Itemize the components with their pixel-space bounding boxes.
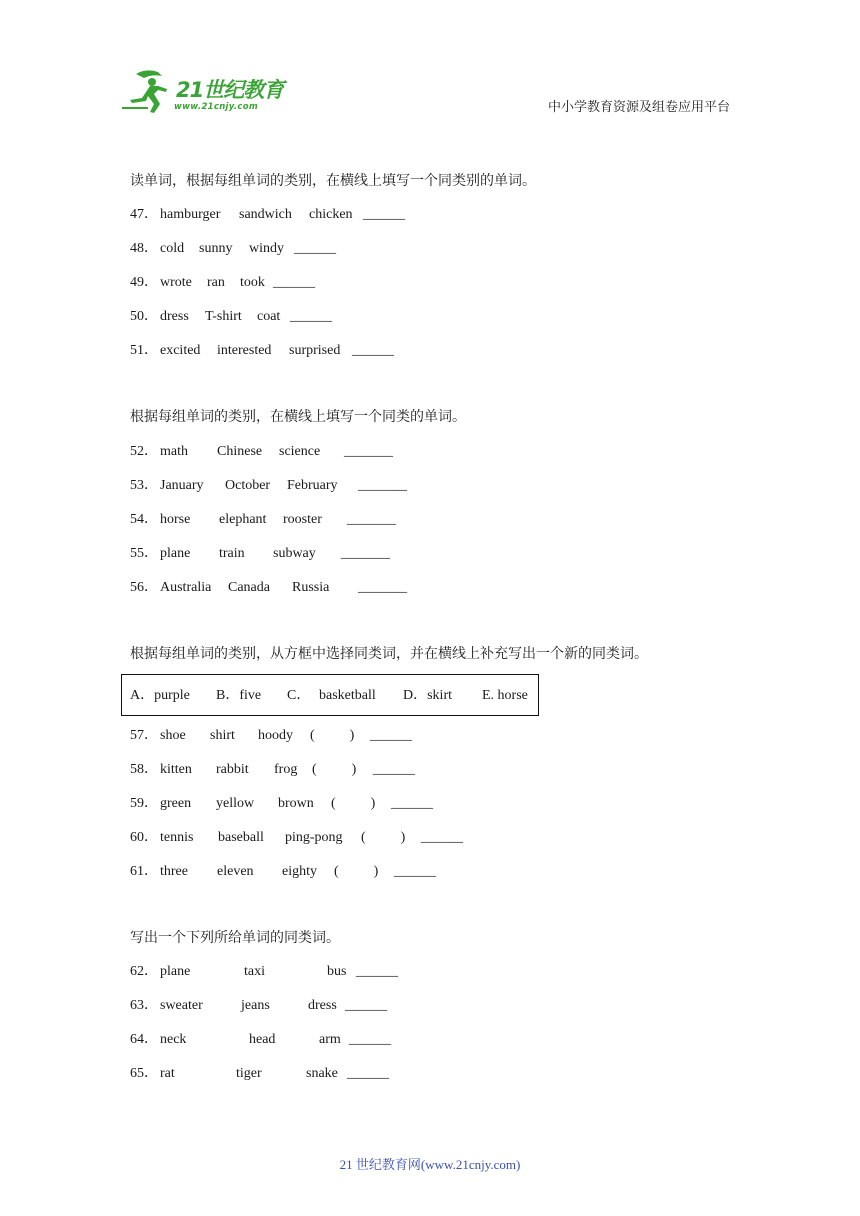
- running-figure-icon: [122, 68, 176, 114]
- question-number: 56．: [130, 580, 158, 595]
- answer-blank[interactable]: ______: [347, 1066, 389, 1081]
- word: yellow: [216, 796, 255, 811]
- word: math: [160, 444, 188, 459]
- question-number: 50．: [130, 309, 158, 324]
- logo-text: 21世纪教育: [176, 78, 284, 102]
- word: brown: [278, 796, 314, 811]
- word: taxi: [244, 964, 265, 979]
- question-number: 63．: [130, 998, 158, 1013]
- answer-blank[interactable]: ______: [294, 241, 336, 256]
- answer-blank[interactable]: ______: [349, 1032, 391, 1047]
- instruction-4: 写出一个下列所给单词的同类词。: [130, 930, 340, 946]
- answer-blank[interactable]: ______: [290, 309, 332, 324]
- word: tiger: [236, 1066, 262, 1081]
- choice-parens[interactable]: ( ): [331, 796, 376, 811]
- question-number: 65．: [130, 1066, 158, 1081]
- word: plane: [160, 964, 191, 979]
- word: sweater: [160, 998, 203, 1013]
- question-number: 52．: [130, 444, 158, 459]
- choice-parens[interactable]: ( ): [334, 864, 379, 879]
- answer-blank[interactable]: ______: [356, 964, 398, 979]
- word: plane: [160, 546, 191, 561]
- answer-blank[interactable]: _______: [344, 444, 393, 459]
- answer-blank[interactable]: ______: [421, 830, 463, 845]
- logo: [122, 68, 292, 116]
- word: took: [240, 275, 265, 290]
- option-a: A．purple: [130, 688, 190, 703]
- word: ran: [207, 275, 225, 290]
- word: rabbit: [216, 762, 249, 777]
- word: January: [160, 478, 204, 493]
- question-number: 62．: [130, 964, 158, 979]
- answer-blank[interactable]: _______: [358, 478, 407, 493]
- question-number: 48．: [130, 241, 158, 256]
- word: October: [225, 478, 271, 493]
- word: windy: [249, 241, 284, 256]
- word: jeans: [241, 998, 270, 1013]
- word: arm: [319, 1032, 341, 1047]
- word: coat: [257, 309, 281, 324]
- word: dress: [160, 309, 189, 324]
- word: interested: [217, 343, 272, 358]
- instruction-1: 读单词，根据每组单词的类别，在横线上填写一个同类别的单词。: [130, 173, 536, 189]
- answer-blank[interactable]: ______: [345, 998, 387, 1013]
- word: excited: [160, 343, 201, 358]
- word: tennis: [160, 830, 194, 845]
- choice-parens[interactable]: ( ): [310, 728, 355, 743]
- word: shirt: [210, 728, 235, 743]
- answer-blank[interactable]: _______: [358, 580, 407, 595]
- word: chicken: [309, 207, 353, 222]
- word: wrote: [160, 275, 192, 290]
- word: rooster: [283, 512, 322, 527]
- word: dress: [308, 998, 337, 1013]
- word: three: [160, 864, 188, 879]
- option-d: D．skirt: [403, 688, 452, 703]
- word: ping-pong: [285, 830, 343, 845]
- option-b: B．five: [216, 688, 262, 703]
- word: eighty: [282, 864, 317, 879]
- word: green: [160, 796, 192, 811]
- word: Australia: [160, 580, 212, 595]
- page-header: [0, 0, 860, 130]
- option-c-letter: C．: [287, 688, 311, 703]
- word: frog: [274, 762, 298, 777]
- answer-blank[interactable]: ______: [370, 728, 412, 743]
- answer-blank[interactable]: ______: [373, 762, 415, 777]
- word: eleven: [217, 864, 254, 879]
- word: bus: [327, 964, 347, 979]
- question-number: 54．: [130, 512, 158, 527]
- word: surprised: [289, 343, 341, 358]
- question-number: 47．: [130, 207, 158, 222]
- answer-blank[interactable]: ______: [363, 207, 405, 222]
- answer-blank[interactable]: ______: [352, 343, 394, 358]
- word: February: [287, 478, 338, 493]
- question-number: 64．: [130, 1032, 158, 1047]
- answer-blank[interactable]: _______: [347, 512, 396, 527]
- platform-tagline: 中小学教育资源及组卷应用平台: [547, 100, 730, 115]
- word: train: [219, 546, 245, 561]
- word: shoe: [160, 728, 186, 743]
- question-number: 53．: [130, 478, 158, 493]
- word: neck: [160, 1032, 187, 1047]
- logo-url: www.21cnjy.com: [174, 102, 258, 112]
- word: Russia: [292, 580, 330, 595]
- question-number: 59．: [130, 796, 158, 811]
- word: cold: [160, 241, 185, 256]
- word: subway: [273, 546, 316, 561]
- choice-parens[interactable]: ( ): [361, 830, 406, 845]
- word: kitten: [160, 762, 192, 777]
- word: rat: [160, 1066, 175, 1081]
- question-number: 51．: [130, 343, 158, 358]
- word: sandwich: [239, 207, 292, 222]
- word: head: [249, 1032, 276, 1047]
- word: horse: [160, 512, 191, 527]
- word: T-shirt: [205, 309, 242, 324]
- word: hoody: [258, 728, 293, 743]
- question-number: 60．: [130, 830, 158, 845]
- instruction-3: 根据每组单词的类别，从方框中选择同类词，并在横线上补充写出一个新的同类词。: [130, 646, 648, 662]
- answer-blank[interactable]: ______: [273, 275, 315, 290]
- word: elephant: [219, 512, 267, 527]
- answer-blank[interactable]: ______: [394, 864, 436, 879]
- word: Chinese: [217, 444, 263, 459]
- word: sunny: [199, 241, 233, 256]
- answer-blank[interactable]: _______: [341, 546, 390, 561]
- word: snake: [306, 1066, 338, 1081]
- question-number: 57．: [130, 728, 158, 743]
- question-number: 58．: [130, 762, 158, 777]
- answer-blank[interactable]: ______: [391, 796, 433, 811]
- word: Canada: [228, 580, 270, 595]
- question-number: 55．: [130, 546, 158, 561]
- word: science: [279, 444, 321, 459]
- option-e: E. horse: [482, 688, 528, 703]
- choice-parens[interactable]: ( ): [312, 762, 357, 777]
- page-footer: 21 世纪教育网(www.21cnjy.com): [339, 1157, 521, 1172]
- question-number: 61．: [130, 864, 158, 879]
- question-number: 49．: [130, 275, 158, 290]
- word: baseball: [218, 830, 264, 845]
- word: hamburger: [160, 207, 221, 222]
- option-c: basketball: [319, 688, 376, 703]
- instruction-2: 根据每组单词的类别，在横线上填写一个同类的单词。: [130, 409, 466, 425]
